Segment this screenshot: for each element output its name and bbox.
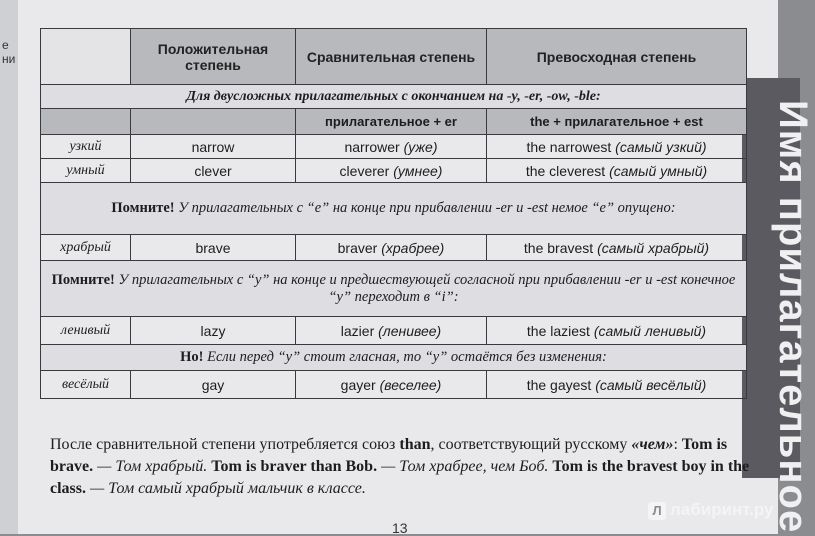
note-row	[41, 261, 747, 317]
note-remember-e: Помните! У прилагательных с “e” на конце при прибавлении -er и -est немое “e” опущено:	[41, 183, 747, 235]
note-remember-y: Помните! У прилагательных с “y” на конце и предшествующей согласной при прибавлении -er и -est конечное “y” переходит в “i”:	[41, 261, 747, 317]
table-row	[41, 235, 747, 261]
subheader-blank-1	[41, 109, 131, 135]
positive-form: brave	[131, 235, 296, 261]
russian-word: ленивый	[41, 317, 131, 345]
chapter-title: Имя прилагательное	[771, 100, 815, 534]
section-title: Для двусложных прилагательных с окончанием на -y, -er, -ow, -ble:	[41, 85, 747, 109]
watermark-logo-icon: Л	[648, 502, 666, 520]
russian-word: весёлый	[41, 371, 131, 399]
comparison-table	[40, 28, 747, 399]
page-number: 13	[392, 520, 408, 536]
comparative-form: cleverer (умнее)	[296, 159, 487, 183]
table-header-row	[41, 29, 747, 85]
subheader-blank-2	[131, 109, 296, 135]
note-row	[41, 183, 747, 235]
positive-form: clever	[131, 159, 296, 183]
note-row	[41, 345, 747, 371]
comparative-form: braver (храбрее)	[296, 235, 487, 261]
header-superlative: Превосходная степень	[487, 29, 747, 85]
comparative-form: lazier (ленивее)	[296, 317, 487, 345]
positive-form: narrow	[131, 135, 296, 159]
russian-word: храбрый	[41, 235, 131, 261]
table-row	[41, 135, 747, 159]
superlative-form: the narrowest (самый узкий)	[487, 135, 747, 159]
positive-form: gay	[131, 371, 296, 399]
positive-form: lazy	[131, 317, 296, 345]
header-blank-cell	[41, 29, 131, 85]
subheader-superlative: the + прилагательное + est	[487, 109, 747, 135]
subheader-comparative: прилагательное + er	[296, 109, 487, 135]
watermark: Л лабиринт.ру	[648, 500, 773, 520]
header-positive: Положительная степень	[131, 29, 296, 85]
russian-word: умный	[41, 159, 131, 183]
note-but-vowel: Но! Если перед “y” стоит гласная, то “y” остаётся без изменения:	[41, 345, 747, 371]
table-row	[41, 317, 747, 345]
header-comparative: Сравнительная степень	[296, 29, 487, 85]
comparative-form: gayer (веселее)	[296, 371, 487, 399]
russian-word: узкий	[41, 135, 131, 159]
superlative-form: the bravest (самый храбрый)	[487, 235, 747, 261]
left-page-fragment: е ни	[2, 38, 16, 66]
table-row	[41, 159, 747, 183]
superlative-form: the cleverest (самый умный)	[487, 159, 747, 183]
superlative-form: the laziest (самый ленивый)	[487, 317, 747, 345]
subheader-row	[41, 109, 747, 135]
comparative-form: narrower (уже)	[296, 135, 487, 159]
superlative-form: the gayest (самый весёлый)	[487, 371, 747, 399]
explanation-paragraph: После сравнительной степени употребляется союз than, соответствующий русскому «чем»: Tom is brave. — Том храбрый. Tom is braver than Bob. — Том храбрее, чем Боб. Tom is the bravest boy in the class. — Том самый храбрый мальчик в классе.	[50, 436, 750, 497]
table-row	[41, 371, 747, 399]
section-title-row	[41, 85, 747, 109]
